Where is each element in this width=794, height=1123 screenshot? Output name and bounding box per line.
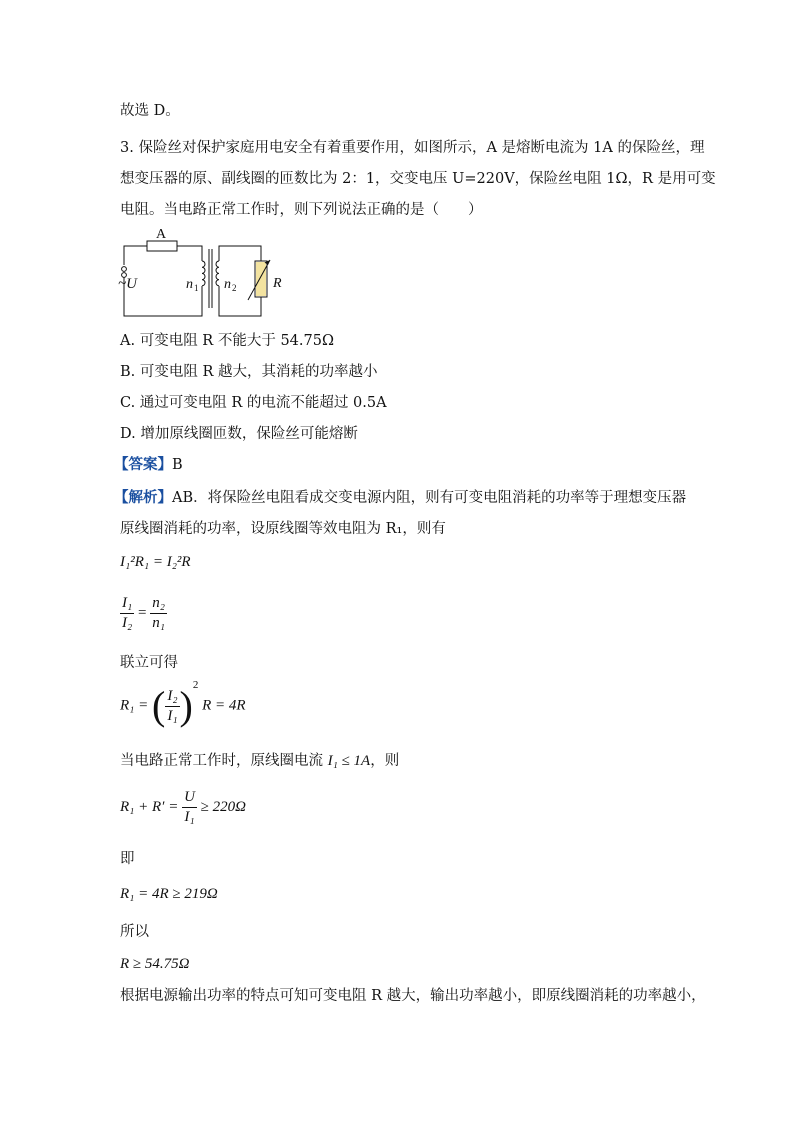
eq2-numerator-a: I₁	[120, 596, 134, 614]
ji-text: 即	[120, 851, 135, 867]
analysis-line-1	[114, 491, 686, 506]
option-d	[120, 427, 358, 442]
option-key: B.	[120, 364, 136, 380]
normal-text-b: ，则	[370, 753, 400, 769]
option-key: A.	[120, 333, 136, 349]
eq3-denominator: I₁	[167, 707, 178, 724]
option-key: C.	[120, 395, 136, 411]
eq4-denominator: I₁	[184, 809, 195, 825]
eq2-denominator-b: n₁	[152, 615, 165, 631]
primary-turns-sub: 1	[194, 283, 199, 293]
analysis-text-1: AB．将保险丝电阻看成交变电源内阻，则有可变电阻消耗的功率等于理想变压器	[172, 490, 687, 506]
question-line-2: 想变压器的原、副线圈的匝数比为 2：1，交变电压 U=220V，保险丝电阻 1Ω，R 是用可变	[120, 171, 716, 187]
eq4-numerator: U	[182, 790, 197, 808]
analysis-tag: 【解析】	[114, 489, 172, 506]
source-label: ~U	[118, 276, 137, 292]
suoyi-text: 所以	[120, 924, 149, 940]
eq4-rhs: ≥ 220Ω	[200, 798, 247, 815]
question-line-1	[120, 141, 704, 156]
eq3-numerator: I₂	[165, 689, 179, 707]
circuit-diagram	[112, 224, 312, 324]
question-number: 3.	[120, 140, 134, 156]
option-a	[120, 334, 334, 349]
eq3-lhs: R₁ =	[120, 697, 149, 714]
combine-text: 联立可得	[120, 655, 178, 671]
normal-condition-line	[120, 754, 399, 769]
secondary-turns-label: n	[224, 277, 231, 292]
answer-tag: 【答案】	[114, 456, 172, 473]
secondary-turns-sub: 2	[232, 283, 237, 293]
primary-turns-label: n	[186, 277, 193, 292]
normal-math: I₁ ≤ 1A	[327, 753, 371, 769]
option-text: 增加原线圈匝数，保险丝可能熔断	[140, 426, 358, 442]
question-text-1: 保险丝对保护家庭用电安全有着重要作用，如图所示，A 是熔断电流为 1A 的保险丝，理	[138, 140, 705, 156]
option-b	[120, 365, 378, 380]
resistor-label: R	[273, 276, 282, 291]
eq4-lhs: R₁ + R′ =	[120, 798, 179, 815]
equation-5: R₁ = 4R ≥ 219Ω	[120, 886, 218, 902]
equation-1: I₁²R₁ = I₂²R	[120, 554, 191, 570]
eq3-rhs: R = 4R	[202, 697, 246, 714]
option-text: 可变电阻 R 越大，其消耗的功率越小	[139, 364, 378, 380]
prev-conclusion: 故选 D。	[120, 103, 180, 119]
question-line-3: 电阻。当电路正常工作时，则下列说法正确的是（ ）	[120, 202, 483, 218]
analysis-last-line: 根据电源输出功率的特点可知可变电阻 R 越大，输出功率越小，即原线圈消耗的功率越小，	[120, 988, 706, 1004]
option-c	[120, 396, 387, 411]
eq2-denominator-a: I₂	[122, 615, 133, 631]
analysis-line-2: 原线圈消耗的功率，设原线圈等效电阻为 R₁，则有	[120, 521, 446, 537]
option-text: 通过可变电阻 R 的电流不能超过 0.5A	[139, 395, 387, 411]
normal-text-a: 当电路正常工作时，原线圈电流	[120, 753, 323, 769]
option-text: 可变电阻 R 不能大于 54.75Ω	[139, 333, 334, 349]
answer-line	[114, 458, 183, 473]
equation-3: R₁ = ( $\frac{\text{I₂}}{\text{I₁}}$ )$^2$ R = 4R	[120, 679, 246, 728]
equation-6: R ≥ 54.75Ω	[120, 956, 190, 972]
fuse-label: A	[156, 227, 167, 242]
answer-value: B	[172, 457, 183, 473]
option-key: D.	[120, 426, 136, 442]
eq2-numerator-b: n₂	[150, 596, 167, 614]
equation-4	[120, 790, 246, 825]
eq3-power: 2	[192, 679, 199, 691]
equation-2: $\frac{\text{I₁}}{\text{I₂}}$ = $\frac{\text{n₂}}{\text{n₁}}$	[122, 595, 165, 631]
